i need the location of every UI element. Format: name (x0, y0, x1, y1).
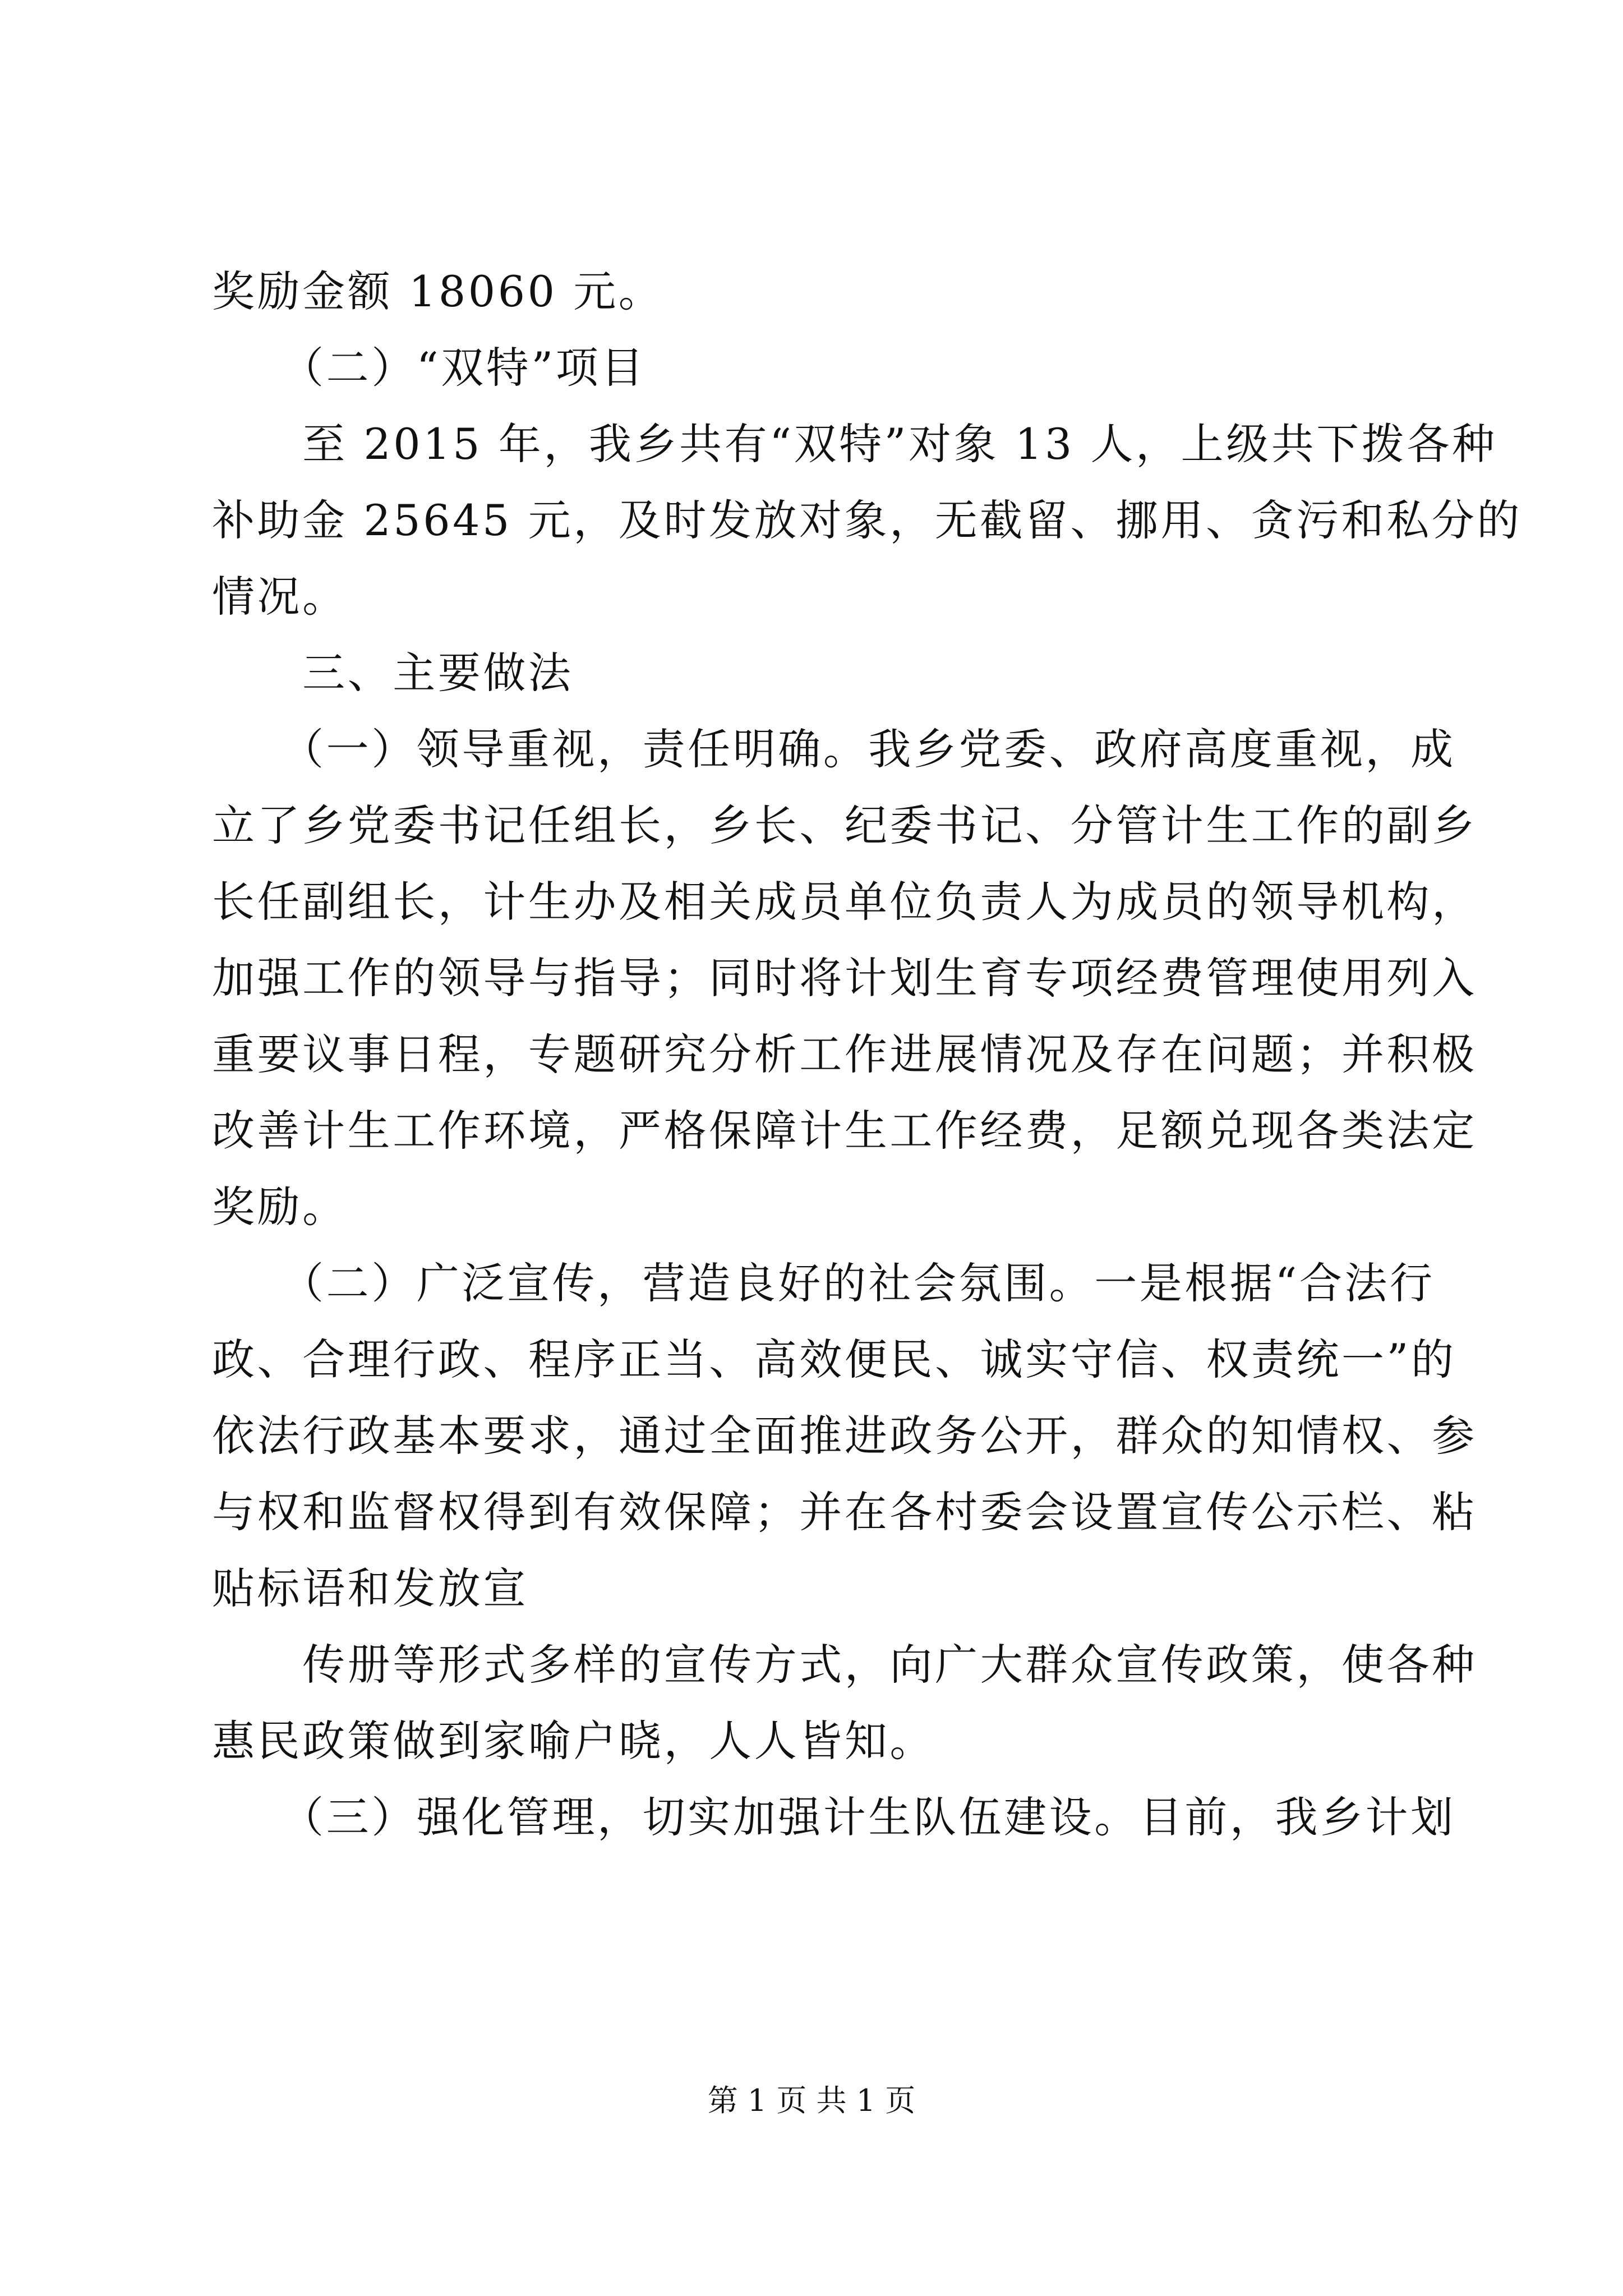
text-line: 改善计生工作环境，严格保障计生工作经费，足额兑现各类法定 (212, 1106, 1477, 1156)
text-line: （三）强化管理，切实加强计生队伍建设。目前，我乡计划 (212, 1792, 1456, 1842)
text-line: 补助金 25645 元，及时发放对象，无截留、挪用、贪污和私分的 (212, 495, 1523, 545)
text-line: 奖励金额 18060 元。 (212, 266, 664, 316)
text-line: （二）广泛宣传，营造良好的社会氛围。一是根据“合法行 (212, 1258, 1435, 1308)
text-line: 至 2015 年，我乡共有“双特”对象 13 人，上级共下拨各种 (212, 419, 1497, 469)
text-line: 重要议事日程，专题研究分析工作进展情况及存在问题；并积极 (212, 1029, 1477, 1079)
text-line: 惠民政策做到家喻户晓，人人皆知。 (212, 1716, 935, 1766)
text-line: 奖励。 (212, 1182, 348, 1232)
document-body (212, 254, 1523, 1856)
text-line: （二）“双特”项目 (212, 343, 646, 393)
page-footer: 第 1 页 共 1 页 (707, 2083, 916, 2118)
text-line: 加强工作的领导与指导；同时将计划生育专项经费管理使用列入 (212, 953, 1477, 1003)
text-line: 情况。 (212, 572, 348, 622)
text-line: 与权和监督权得到有效保障；并在各村委会设置宣传公示栏、粘 (212, 1487, 1477, 1537)
text-line: 立了乡党委书记任组长，乡长、纪委书记、分管计生工作的副乡 (212, 800, 1477, 850)
text-line: 政、合理行政、程序正当、高效便民、诚实守信、权责统一”的 (212, 1335, 1456, 1384)
text-line: 传册等形式多样的宣传方式，向广大群众宣传政策，使各种 (212, 1640, 1477, 1690)
text-line: 依法行政基本要求，通过全面推进政务公开，群众的知情权、参 (212, 1411, 1477, 1461)
text-line: （一）领导重视，责任明确。我乡党委、政府高度重视，成 (212, 724, 1456, 774)
text-line: 长任副组长，计生办及相关成员单位负责人为成员的领导机构， (212, 877, 1477, 927)
text-line: 贴标语和发放宣 (212, 1563, 528, 1613)
text-line: 三、主要做法 (212, 648, 574, 698)
